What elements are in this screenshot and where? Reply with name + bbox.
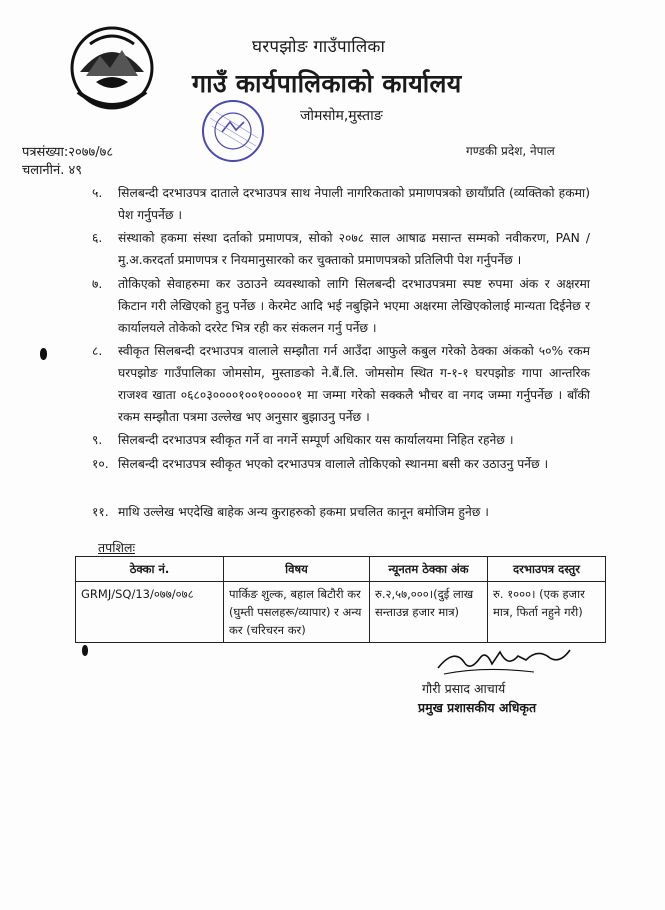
nepal-emblem-icon bbox=[66, 22, 158, 114]
clause-text: सिलबन्दी दरभाउपत्र दाताले दरभाउपत्र साथ नेपाली नागरिकताको प्रमाणपत्रको छायाँप्रति (व्यक्तिको हकमा) पेश गर्नुपर्नेछ । bbox=[118, 186, 590, 222]
subject-cell: पार्किङ शुल्क, बहाल बिटौरी कर (घुम्ती पसलहरू/व्यापार) र अन्य कर (चरिचरन कर) bbox=[224, 582, 370, 643]
signatory-name: गौरी प्रसाद आचार्य bbox=[422, 681, 506, 696]
dispatch-number: चलानीनं. ४९ bbox=[22, 163, 83, 178]
clause-text: स्वीकृत सिलबन्दी दरभाउपत्र वालाले सम्झौता गर्न आउँदा आफुले कबुल गरेको ठेक्का अंकको ५०% रकम घरपझोङ गाउँपालिका जोमसोम, मुस्ताङको ने.बैं.लि. जोमसोम स्थित ग-१-१ घरपझोङ गापा आन्तरिक राजश्व खाता ०६८०३००००१००१०००००१ मा जम्मा गरेको सक्कलै भौचर वा नगद जम्मा गर्नुपर्नेछ । बाँकी रकम सम्झौता पत्रमा उल्लेख भए अनुसार बुझाउनु पर्नेछ । bbox=[118, 344, 590, 424]
bid-fee-cell: रु. १०००। (एक हजार मात्र, फिर्ता नहुने गरी) bbox=[488, 582, 606, 643]
reference-number: पत्रसंख्या:२०७७/७८ bbox=[22, 145, 114, 160]
minimum-amount-cell: रु.२,५७,०००।(दुई लाख सन्ताउन्न हजार मात्र) bbox=[370, 582, 488, 643]
margin-mark bbox=[40, 348, 47, 360]
clause-number: ७. bbox=[92, 277, 103, 291]
clause-text: संस्थाको हकमा संस्था दर्ताको प्रमाणपत्र, सोको २०७८ साल आषाढ मसान्त सम्मको नवीकरण, PAN / मु.अ.करदर्ता प्रमाणपत्र र नियमानुसारको कर चुक्ताको प्रमाणपत्रको प्रतिलिपी पेश गर्नुपर्नेछ । bbox=[118, 231, 590, 267]
clause-7 bbox=[92, 273, 590, 339]
table-row bbox=[76, 582, 606, 643]
clause-10 bbox=[92, 453, 590, 475]
table-caption: तपशिलः bbox=[98, 540, 135, 555]
handwritten-signature-icon bbox=[434, 638, 574, 678]
office-address: जोमसोम,मुस्ताङ bbox=[300, 108, 383, 124]
clause-number: ८. bbox=[92, 344, 103, 358]
clause-6 bbox=[92, 227, 590, 271]
contract-details-table bbox=[75, 556, 606, 643]
column-header: ठेक्का नं. bbox=[76, 557, 224, 582]
clause-number: ९. bbox=[92, 433, 103, 447]
clause-11 bbox=[92, 501, 590, 523]
clause-text: सिलबन्दी दरभाउपत्र स्वीकृत भएको दरभाउपत्र वालाले तोकिएको स्थानमा बसी कर उठाउनु पर्नेछ । bbox=[118, 457, 549, 471]
province-label: गण्डकी प्रदेश, नेपाल bbox=[466, 144, 555, 158]
office-title: गाउँ कार्यपालिकाको कार्यालय bbox=[192, 69, 462, 98]
clause-5 bbox=[92, 182, 590, 226]
signatory-title: प्रमुख प्रशासकीय अधिकृत bbox=[418, 700, 537, 715]
margin-mark bbox=[82, 645, 88, 656]
clause-9 bbox=[92, 429, 590, 451]
office-seal-stamp-icon bbox=[200, 98, 266, 164]
table-header-row bbox=[76, 557, 606, 582]
clause-text: माथि उल्लेख भएदेखि बाहेक अन्य कुराहरुको हकमा प्रचलित कानून बमोजिम हुनेछ । bbox=[118, 505, 489, 519]
clause-number: १०. bbox=[92, 457, 109, 471]
clause-number: ६. bbox=[92, 231, 103, 245]
contract-number-cell: GRMJ/SQ/13/०७७/०७८ bbox=[76, 582, 224, 643]
column-header: दरभाउपत्र दस्तुर bbox=[488, 557, 606, 582]
municipality-name: घरपझोङ गाउँपालिका bbox=[252, 37, 386, 57]
clause-number: ११. bbox=[92, 505, 109, 519]
clause-number: ५. bbox=[92, 186, 103, 200]
column-header: विषय bbox=[224, 557, 370, 582]
clause-text: तोकिएको सेवाहरुमा कर उठाउने व्यवस्थाको लागि सिलबन्दी दरभाउपत्रमा स्पष्ट रुपमा अंक र अक्षरमा किटान गरी लेखिएको हुनु पर्नेछ । केरमेट आदि भई नबुझिने भएमा अक्षरमा लेखिएकोलाई मान्यता दिईनेछ र कार्यालयले तोकेको दररेट भित्र रही कर संकलन गर्नु पर्नेछ । bbox=[118, 277, 590, 335]
column-header: न्यूनतम ठेक्का अंक bbox=[370, 557, 488, 582]
clause-text: सिलबन्दी दरभाउपत्र स्वीकृत गर्ने वा नगर्ने सम्पूर्ण अधिकार यस कार्यालयमा निहित रहनेछ । bbox=[118, 433, 514, 447]
clause-8 bbox=[92, 340, 590, 428]
